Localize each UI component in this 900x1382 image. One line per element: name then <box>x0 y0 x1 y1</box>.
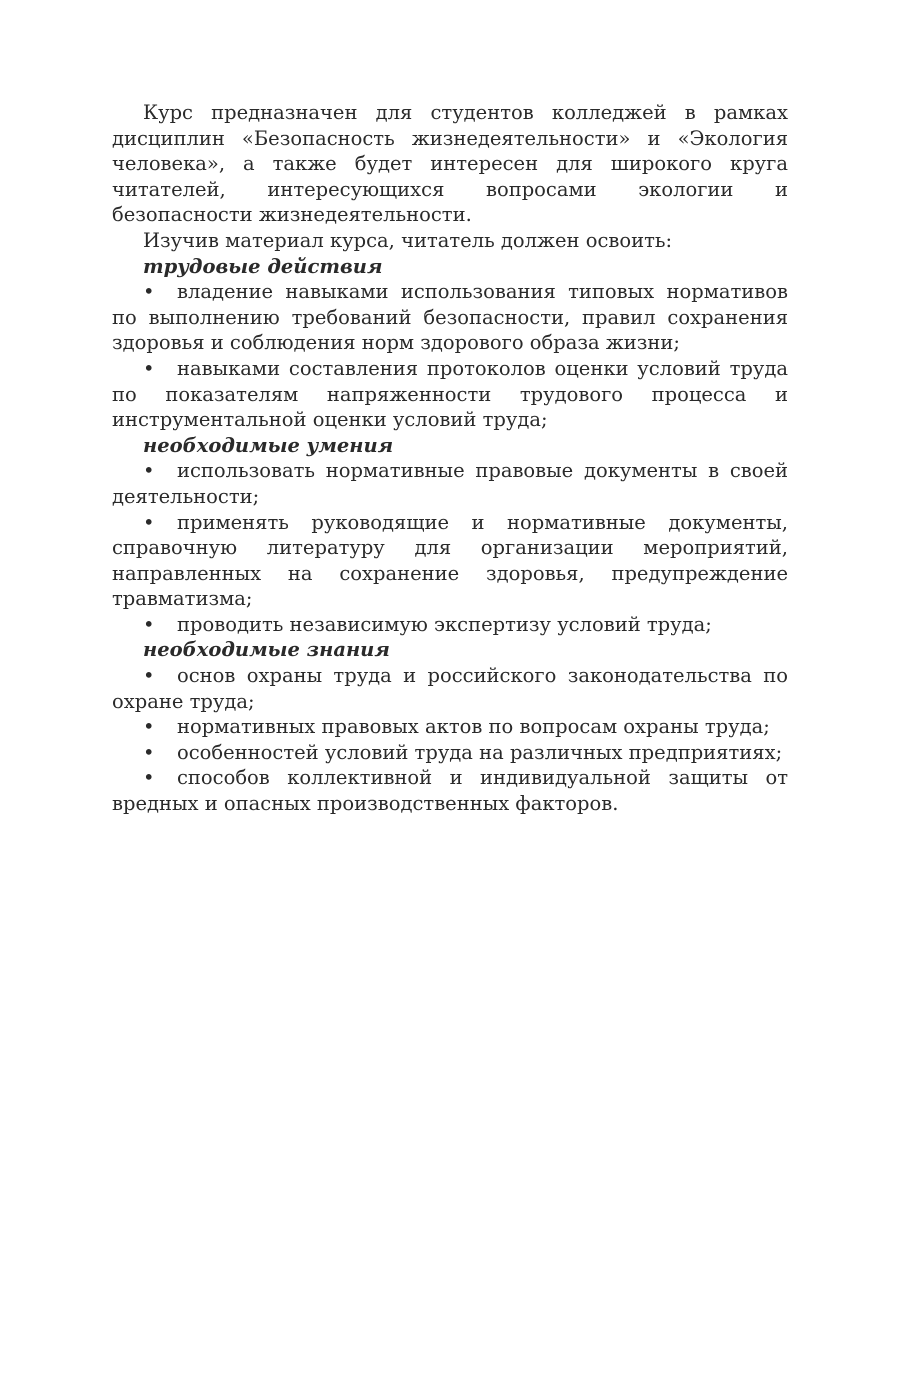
intro-paragraph: Курс предназначен для студентов колледжей в рамках дисциплин «Безопасность жизнедеятельности» и «Экология человека», а также будет интересен для широкого круга читателей, интересующихся вопросами экологии и безопасности жизнедеятельности. <box>112 101 788 227</box>
bullet-marker: • <box>143 612 155 636</box>
list-item-text: навыками составления протоколов оценки условий труда по показателям напряженности трудового процесса и инструментальной оценки условий труда; <box>112 356 788 432</box>
list-item-text: способов коллективной и индивидуальной защиты от вредных и опасных производственных факторов. <box>112 766 788 816</box>
list-item-text: нормативных правовых актов по вопросам охраны труда; <box>177 715 770 739</box>
list-item <box>112 279 788 356</box>
list-item <box>112 510 788 612</box>
list-item-text: проводить независимую экспертизу условий труда; <box>177 612 712 636</box>
bullet-marker: • <box>143 280 155 304</box>
bullet-marker: • <box>143 664 155 688</box>
list-item <box>112 663 788 714</box>
list-item-text: использовать нормативные правовые документы в своей деятельности; <box>112 459 788 508</box>
list-item-text: применять руководящие и нормативные документы, справочную литературу для организации мероприятий, направленных на сохранение здоровья, предупреждение травматизма; <box>112 510 788 611</box>
list-item <box>112 740 788 766</box>
section-heading-required-knowledge: необходимые знания <box>143 638 390 662</box>
list-item <box>112 612 788 638</box>
list-item-text: основ охраны труда и российского законодательства по охране труда; <box>112 664 788 713</box>
list-item-text: особенностей условий труда на различных предприятиях; <box>177 740 783 764</box>
bullet-marker: • <box>143 740 155 764</box>
document-page <box>112 100 788 817</box>
list-item-text: владение навыками использования типовых нормативов по выполнению требований безопасности, правил сохранения здоровья и соблюдения норм здорового образа жизни; <box>112 280 788 355</box>
section-heading-labor-actions: трудовые действия <box>143 254 383 278</box>
list-item <box>112 714 788 740</box>
section-heading-required-skills: необходимые умения <box>143 433 394 457</box>
bullet-marker: • <box>143 715 155 739</box>
intro-lead-paragraph: Изучив материал курса, читатель должен освоить: <box>143 228 673 252</box>
list-item <box>112 458 788 509</box>
list-item <box>112 765 788 816</box>
list-item <box>112 356 788 433</box>
bullet-marker: • <box>143 459 155 483</box>
bullet-marker: • <box>143 766 155 790</box>
bullet-marker: • <box>143 356 155 380</box>
bullet-marker: • <box>143 510 155 534</box>
